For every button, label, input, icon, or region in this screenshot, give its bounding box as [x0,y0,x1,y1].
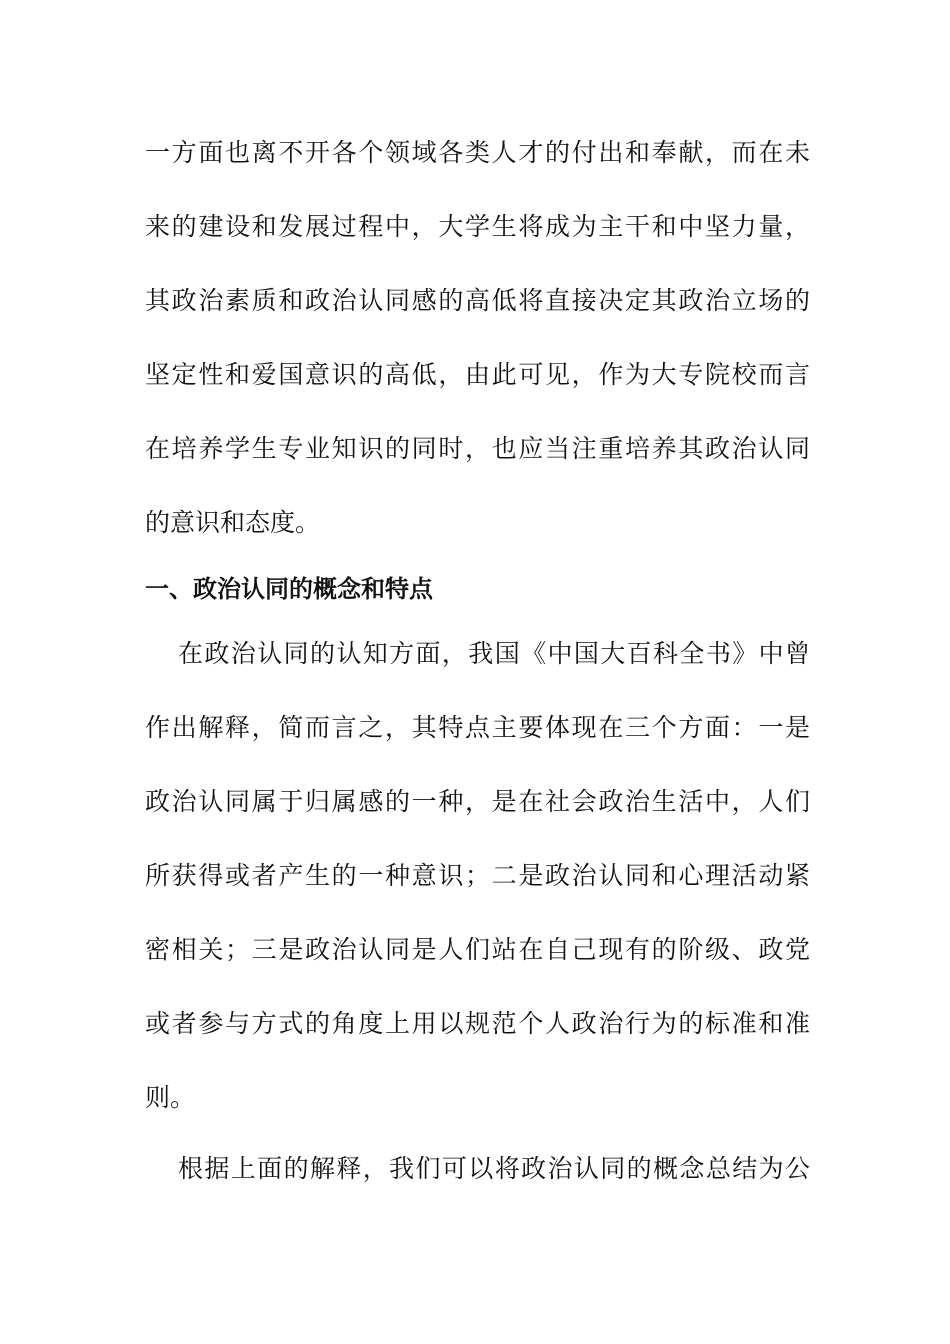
paragraph-2-line-1: 在政治认同的认知方面，我国《中国大百科全书》中曾 [178,639,810,668]
paragraph-2-line-4: 所获得或者产生的一种意识；二是政治认同和心理活动紧 [145,861,810,890]
paragraph-2-line-2: 作出解释，简而言之，其特点主要体现在三个方面：一是 [145,713,810,742]
paragraph-1-line-2: 来的建设和发展过程中，大学生将成为主干和中坚力量， [145,212,810,241]
paragraph-1-line-5: 在培养学生专业知识的同时，也应当注重培养其政治认同 [145,434,810,463]
paragraph-2-line-5: 密相关；三是政治认同是人们站在自己现有的阶级、政党 [145,935,810,964]
paragraph-2-line-6: 或者参与方式的角度上用以规范个人政治行为的标准和准 [145,1009,810,1038]
paragraph-1-line-1: 一方面也离不开各个领域各类人才的付出和奉献，而在未 [145,138,810,167]
paragraph-1-line-6: 的意识和态度。 [145,508,321,537]
paragraph-1-line-4: 坚定性和爱国意识的高低，由此可见，作为大专院校而言 [145,360,810,389]
paragraph-3-line-1: 根据上面的解释，我们可以将政治认同的概念总结为公 [178,1154,810,1183]
paragraph-2-line-3: 政治认同属于归属感的一种，是在社会政治生活中，人们 [145,787,810,816]
paragraph-1-line-3: 其政治素质和政治认同感的高低将直接决定其政治立场的 [145,286,810,315]
section-heading: 一、政治认同的概念和特点 [145,575,433,603]
paragraph-2-line-7: 则。 [145,1083,196,1112]
